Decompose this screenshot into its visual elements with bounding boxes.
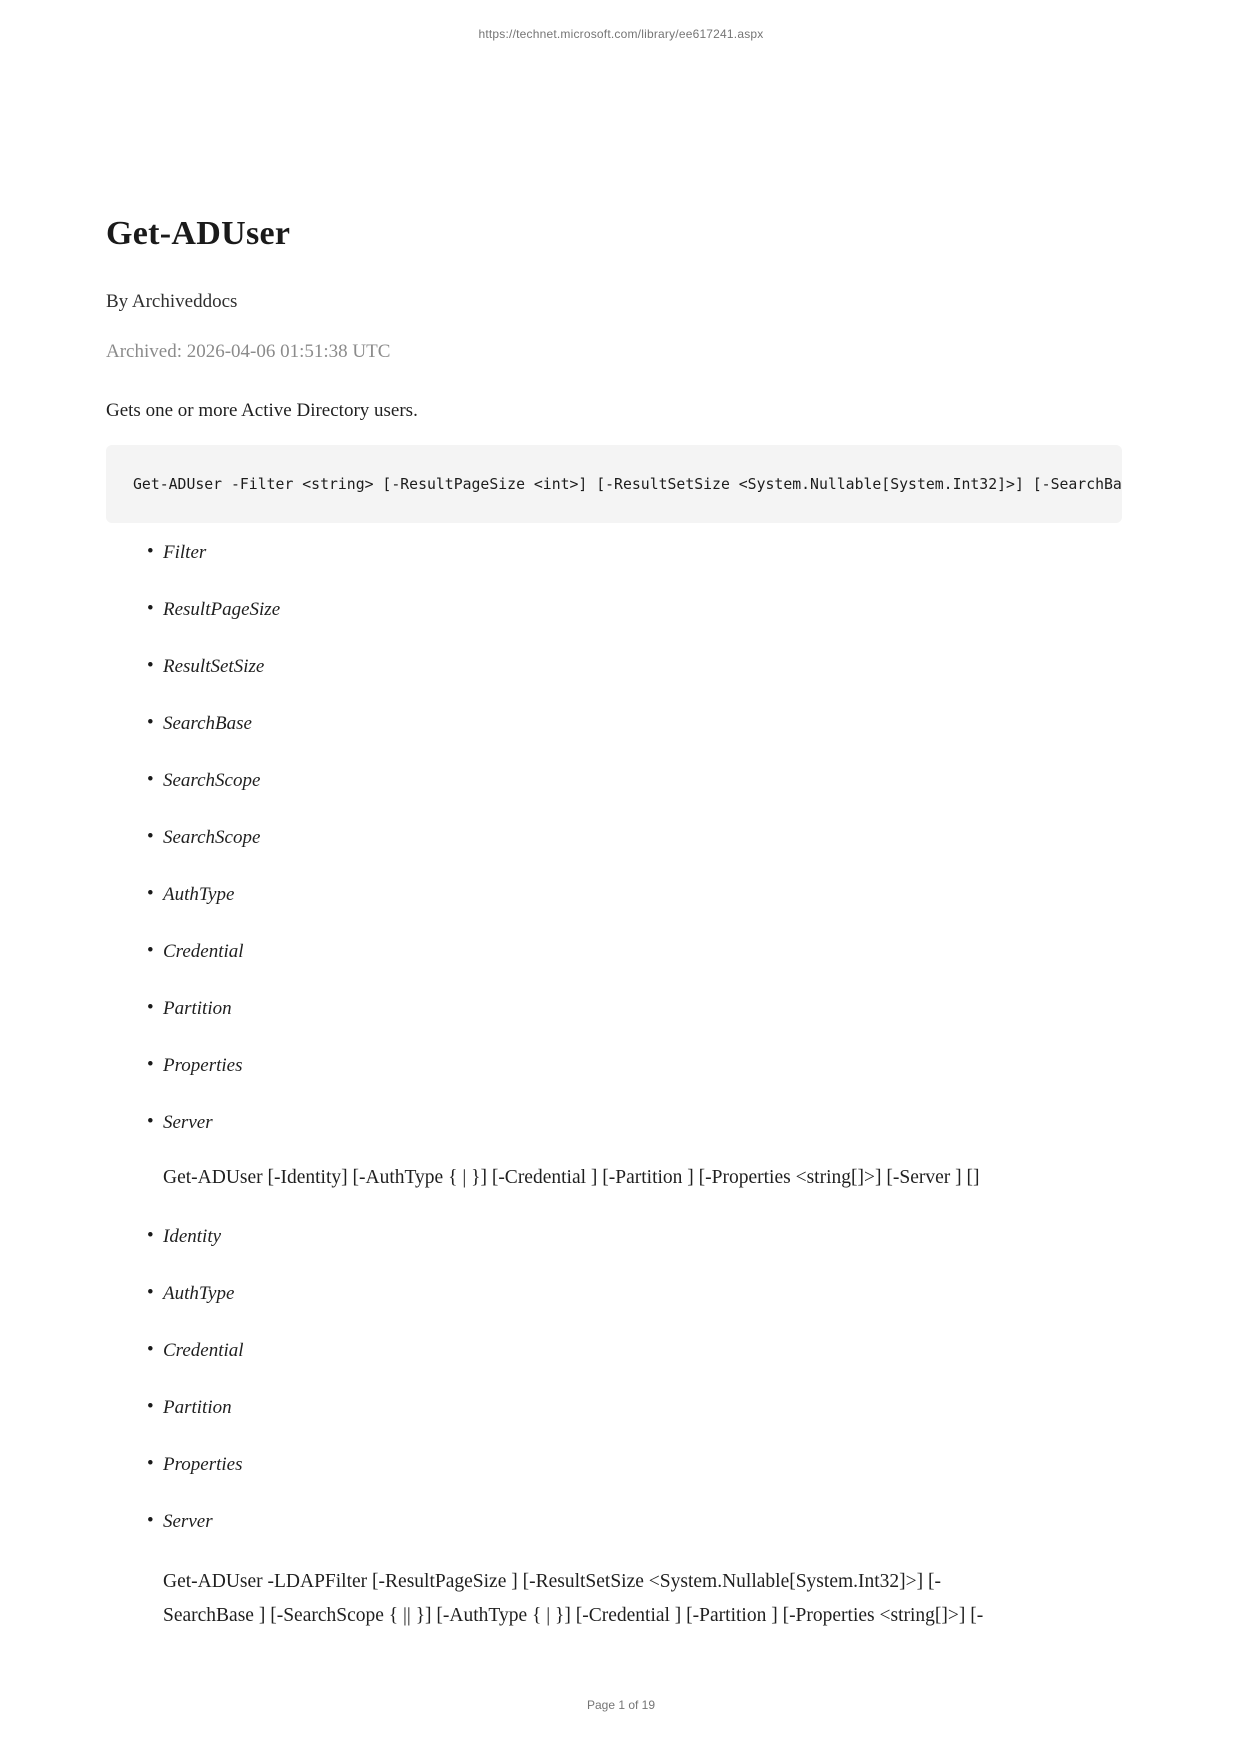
- list-item: • ResultSetSize: [106, 655, 1122, 679]
- list-item: • ResultPageSize: [106, 598, 1122, 622]
- list-item: • SearchScope: [106, 769, 1122, 793]
- parameter-list-1: [106, 541, 1122, 1135]
- syntax-ldapfilter-line2: SearchBase ] [-SearchScope { || }] [-AuthType { | }] [-Credential ] [-Partition ] [-Properties <string[]>] [-: [163, 1605, 984, 1626]
- article-content: [106, 217, 1122, 1633]
- parameter-list-2: [106, 1225, 1122, 1534]
- list-item: • Partition: [106, 997, 1122, 1021]
- syntax-ldapfilter-paragraph: [106, 1565, 1122, 1633]
- byline: By Archiveddocs: [106, 291, 238, 312]
- list-item: • SearchBase: [106, 712, 1122, 736]
- list-item: • SearchScope: [106, 826, 1122, 850]
- page-title: Get-ADUser: [106, 215, 291, 252]
- list-item: • Properties: [106, 1054, 1122, 1078]
- syntax-code-text: Get-ADUser -Filter <string> [-ResultPageSize <int>] [-ResultSetSize <System.Nullable[System.Int32]>] [-SearchBa: [133, 476, 1122, 493]
- list-item: • Identity: [106, 1225, 1122, 1249]
- list-item: • AuthType: [106, 883, 1122, 907]
- list-item: • Credential: [106, 1339, 1122, 1363]
- list-item: • Credential: [106, 940, 1122, 964]
- print-header-url: https://technet.microsoft.com/library/ee617241.aspx: [478, 27, 764, 41]
- list-item: • Filter: [106, 541, 1122, 565]
- syntax-code-block: [106, 445, 1122, 523]
- list-item: • Properties: [106, 1453, 1122, 1477]
- syntax-ldapfilter-line1: Get-ADUser -LDAPFilter [-ResultPageSize ] [-ResultSetSize <System.Nullable[System.Int32]>] [-: [163, 1571, 942, 1592]
- archived-timestamp: Archived: 2026-04-06 01:51:38 UTC: [106, 341, 391, 362]
- list-item: • Server: [106, 1111, 1122, 1135]
- list-item: • AuthType: [106, 1282, 1122, 1306]
- syntax-identity-line: Get-ADUser [-Identity] [-AuthType { | }] [-Credential ] [-Partition ] [-Properties <string[]>] [-Server ] []: [163, 1167, 980, 1188]
- list-item: • Server: [106, 1510, 1122, 1534]
- page-number: Page 1 of 19: [586, 1698, 656, 1712]
- cmdlet-description: Gets one or more Active Directory users.: [106, 400, 418, 421]
- list-item: • Partition: [106, 1396, 1122, 1420]
